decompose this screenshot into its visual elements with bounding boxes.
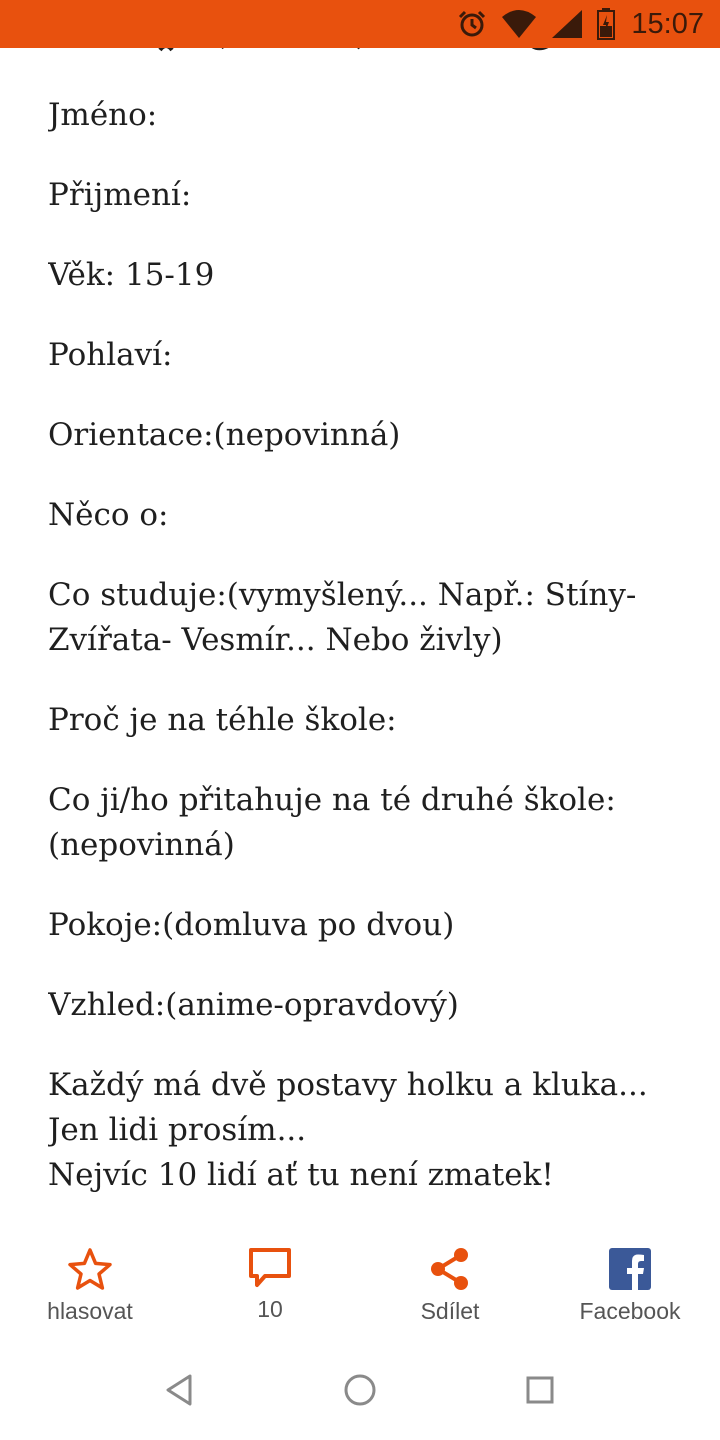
alarm-icon [457, 9, 487, 39]
home-icon[interactable] [340, 1370, 380, 1410]
action-bar [0, 1230, 720, 1340]
field-appearance: Vzhled:(anime-opravdový) [48, 987, 459, 1023]
field-orientation: Orientace:(nepovinná) [48, 417, 401, 453]
vote-button[interactable] [0, 1230, 180, 1340]
status-bar [0, 0, 720, 48]
recents-icon[interactable] [520, 1370, 560, 1410]
facebook-label: Facebook [579, 1298, 681, 1324]
comments-button[interactable] [180, 1230, 360, 1340]
comment-icon [247, 1246, 293, 1292]
vote-label: hlasovat [47, 1298, 133, 1324]
star-icon [67, 1246, 113, 1292]
field-why-school: Proč je na téhle škole: [48, 702, 397, 738]
facebook-icon [607, 1246, 653, 1292]
facebook-button[interactable] [540, 1230, 720, 1340]
field-gender: Pohlaví: [48, 337, 173, 373]
share-button[interactable] [360, 1230, 540, 1340]
field-name: Jméno: [48, 97, 158, 133]
field-studies: Co studuje:(vymyšlený... Např.: Stíny- Zvířata- Vesmír... Nebo živly) [48, 577, 637, 658]
battery-charging-icon [597, 8, 615, 40]
field-surname: Přijmení: [48, 177, 192, 213]
article-body [48, 48, 688, 1230]
wifi-icon [501, 9, 537, 39]
cut-off-text-line [48, 48, 568, 74]
share-icon [427, 1246, 473, 1292]
field-attraction: Co ji/ho přitahuje na té druhé škole: (nepovinná) [48, 782, 616, 863]
comments-count: 10 [257, 1296, 283, 1322]
signal-icon [551, 9, 583, 39]
status-time: 15:07 [631, 7, 704, 40]
field-age: Věk: 15-19 [48, 257, 215, 293]
back-icon[interactable] [160, 1370, 200, 1410]
share-label: Sdílet [420, 1298, 480, 1324]
field-rooms: Pokoje:(domluva po dvou) [48, 907, 455, 943]
system-nav-bar [0, 1340, 720, 1440]
status-icons [457, 0, 704, 48]
closing-notes: Každý má dvě postavy holku a kluka... Jen lidi prosím... Nejvíc 10 lidí ať tu není zmatek! [48, 1067, 648, 1193]
field-about: Něco o: [48, 497, 169, 533]
